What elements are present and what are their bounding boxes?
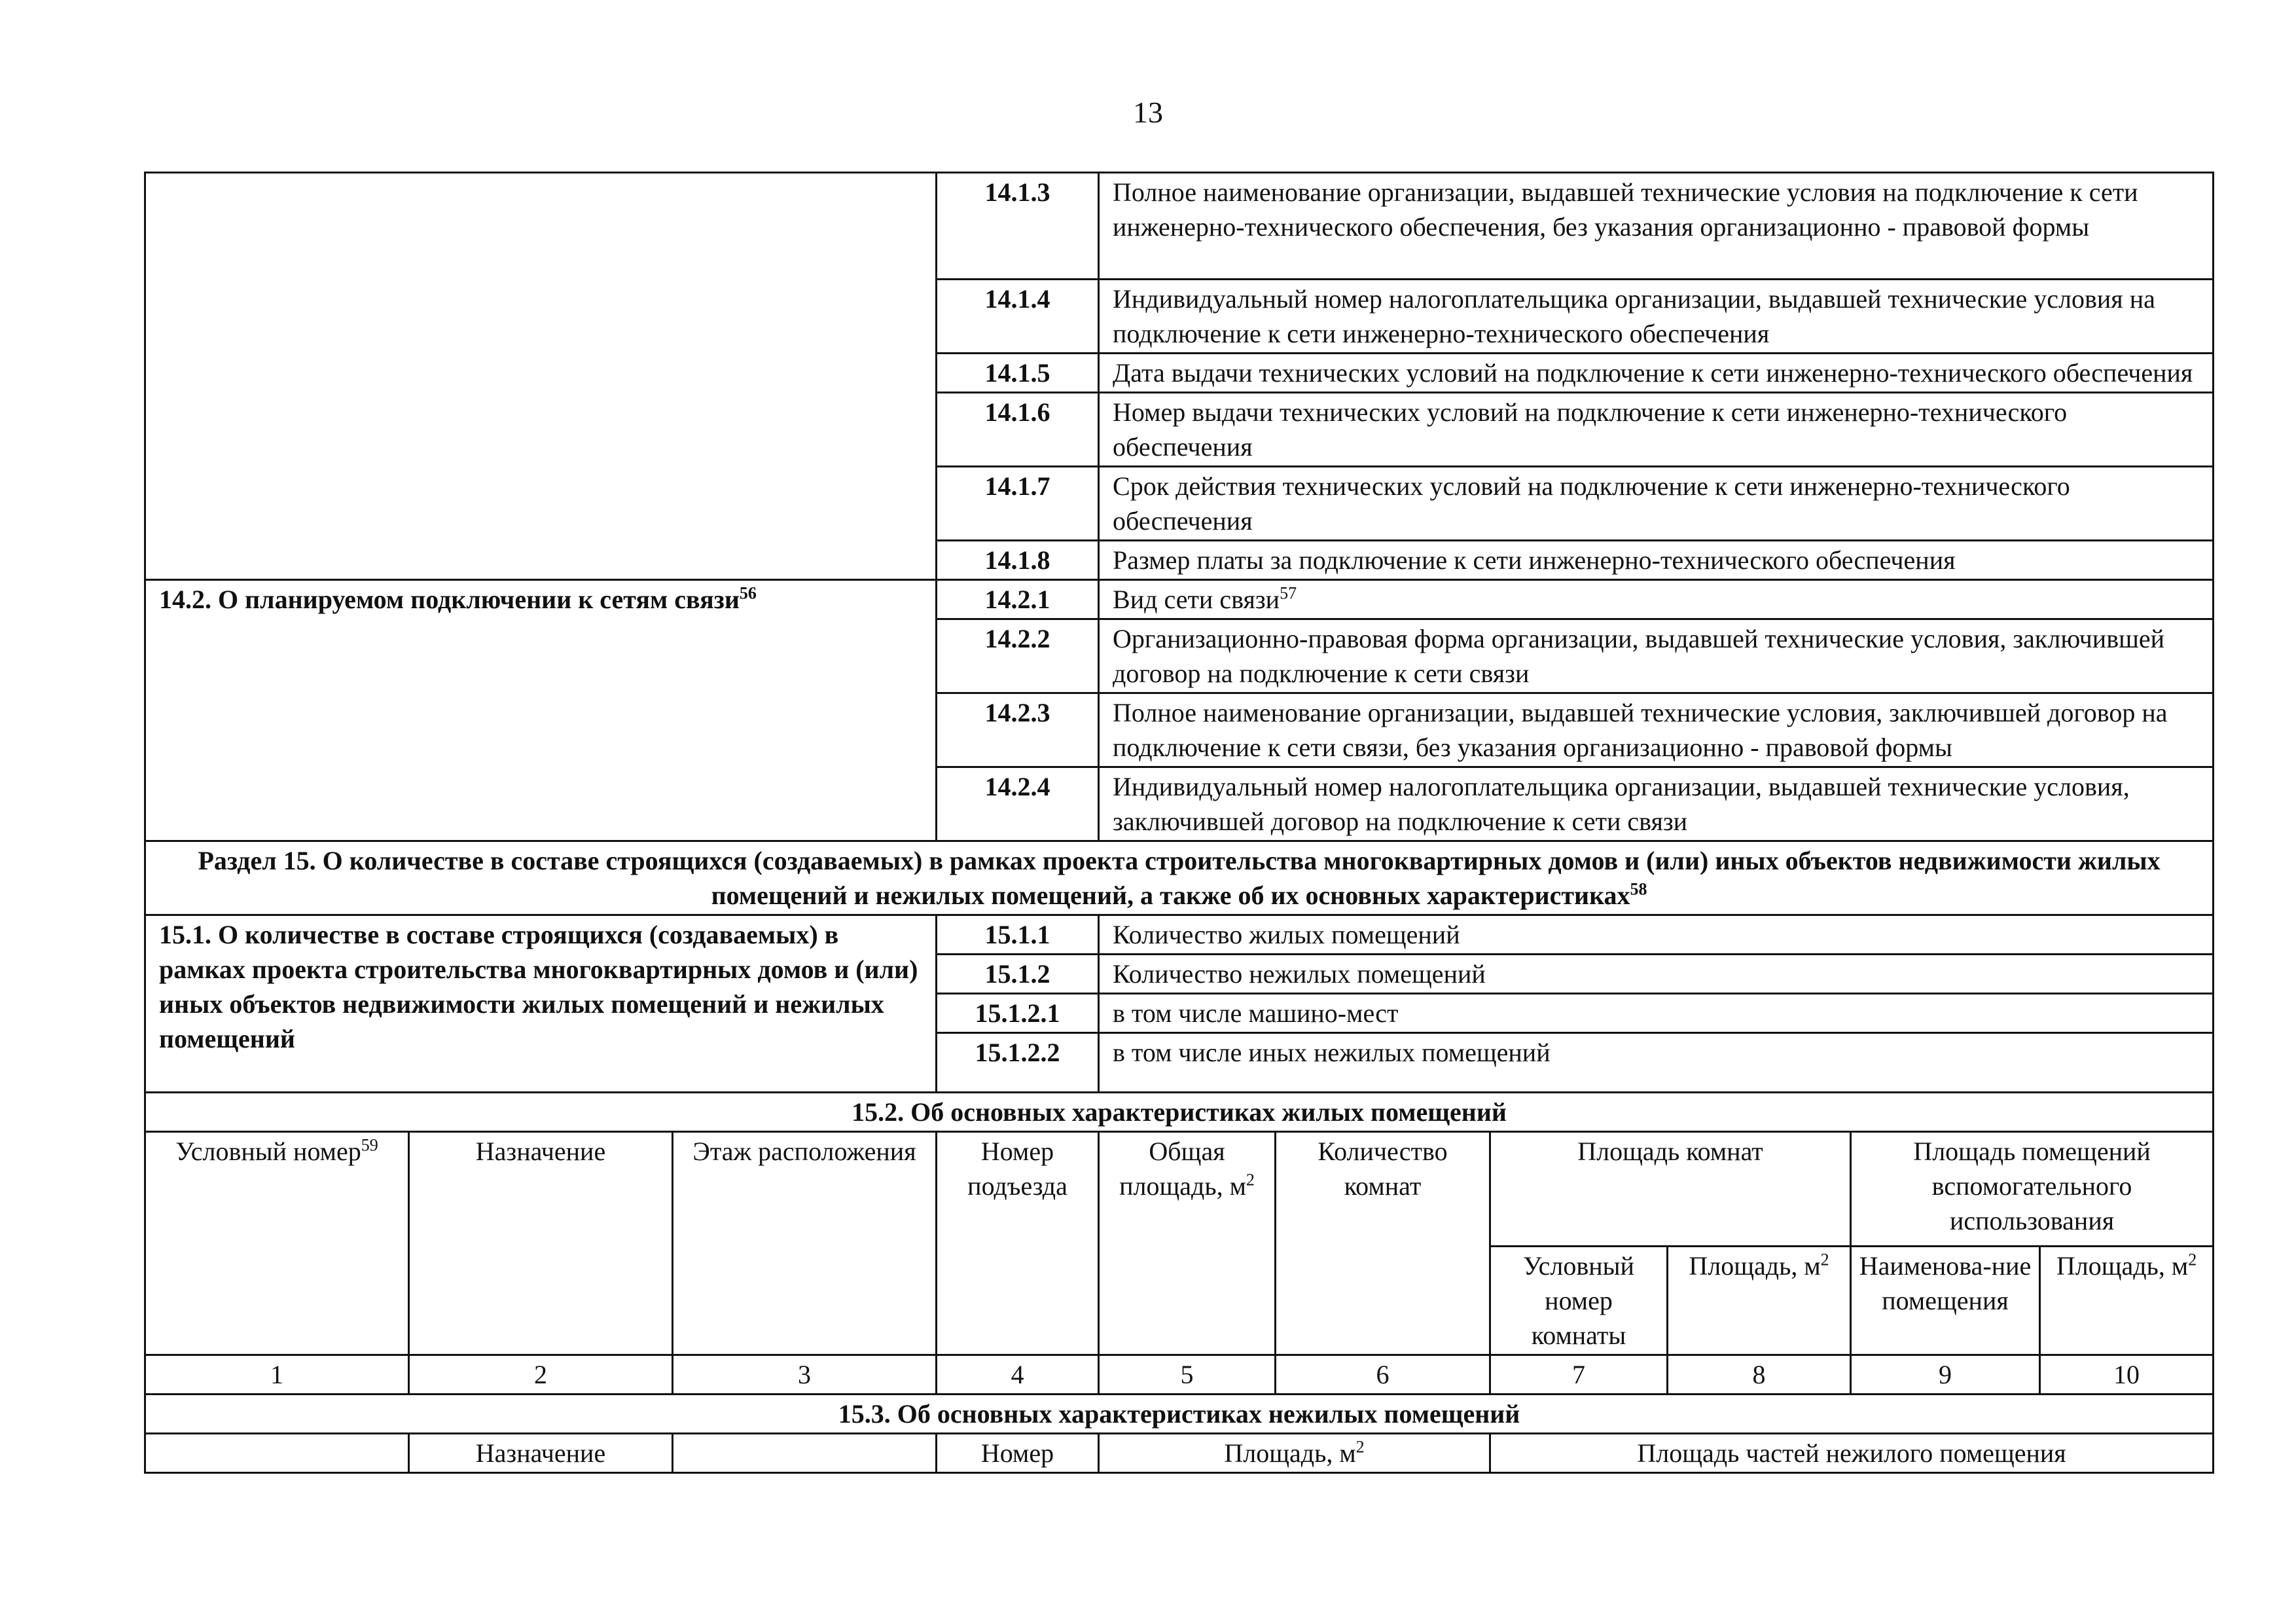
section-title: [145, 841, 2214, 915]
column-header: Номер подъезда: [937, 1132, 1099, 1355]
item-code: 14.2.4: [937, 767, 1099, 841]
item-code: 14.2.1: [937, 580, 1099, 619]
column-header: Номер: [937, 1434, 1099, 1473]
subsection-title: 15.2. Об основных характеристиках жилых помещений: [145, 1093, 2214, 1132]
item-text: Количество нежилых помещений: [1099, 955, 2214, 994]
footnote-ref: 58: [1630, 879, 1647, 899]
column-header-text: Общая площадь, м: [1119, 1137, 1246, 1201]
form-table: [144, 172, 2214, 1474]
item-code: 15.1.2: [937, 955, 1099, 994]
table-row: [145, 915, 2214, 955]
item-code: 14.2.2: [937, 619, 1099, 693]
column-header-text: Площадь, м: [1689, 1251, 1821, 1281]
table-row: [145, 580, 2214, 619]
item-code: 15.1.2.2: [937, 1033, 1099, 1093]
column-number: 7: [1490, 1355, 1668, 1395]
superscript: 2: [2188, 1250, 2197, 1269]
item-text: в том числе машино-мест: [1099, 994, 2214, 1033]
column-header-text: Площадь, м: [1224, 1438, 1356, 1468]
group-cell-14-1: [145, 173, 937, 580]
column-header: [1668, 1247, 1851, 1355]
column-header: [2040, 1247, 2214, 1355]
group-cell-14-2: [145, 580, 937, 841]
item-text: Количество жилых помещений: [1099, 915, 2214, 955]
footnote-ref: 56: [739, 583, 757, 603]
column-number: 1: [145, 1355, 409, 1395]
column-numbers-row: [145, 1355, 2214, 1395]
column-header: [673, 1434, 937, 1473]
section-title-text: Раздел 15. О количестве в составе строящихся (создаваемых) в рамках проекта строительства многоквартирных домов и (или) иных объектов недвижимости жилых помещений и нежилых помещений, а также об их основных характеристиках: [198, 846, 2161, 910]
item-text: в том числе иных нежилых помещений: [1099, 1033, 2214, 1093]
superscript: 2: [1355, 1437, 1365, 1457]
column-number: 5: [1099, 1355, 1276, 1395]
column-header: Площадь комнат: [1490, 1132, 1851, 1247]
footnote-ref: 59: [361, 1135, 378, 1155]
column-header: Назначение: [409, 1434, 673, 1473]
column-header: Количество комнат: [1276, 1132, 1490, 1355]
item-text: Индивидуальный номер налогоплательщика организации, выдавшей технические условия на подключение к сети инженерно-технического обеспечения: [1099, 280, 2214, 354]
column-header: Назначение: [409, 1132, 673, 1355]
item-text: Организационно-правовая форма организации, выдавшей технические условия, заключившей договор на подключение к сети связи: [1099, 619, 2214, 693]
item-code: 15.1.2.1: [937, 994, 1099, 1033]
table-header-row: [145, 1132, 2214, 1247]
column-header: Условный номер комнаты: [1490, 1247, 1668, 1355]
item-code: 14.1.3: [937, 173, 1099, 280]
column-number: 10: [2040, 1355, 2214, 1395]
table-row: [145, 173, 2214, 280]
table-header-row: [145, 1434, 2214, 1473]
item-text: [1099, 580, 2214, 619]
item-text-label: Вид сети связи: [1113, 585, 1280, 614]
item-code: 14.1.8: [937, 541, 1099, 580]
column-header: Наименова-ние помещения: [1851, 1247, 2040, 1355]
column-header-text: Условный номер: [175, 1137, 361, 1166]
group-cell-15-1: [145, 915, 937, 1093]
footnote-ref: 57: [1280, 583, 1297, 603]
item-text: Полное наименование организации, выдавшей технические условия, заключившей договор на подключение к сети связи, без указания организационно - правовой формы: [1099, 693, 2214, 767]
column-header: [1099, 1132, 1276, 1355]
item-text: Срок действия технических условий на подключение к сети инженерно-технического обеспечения: [1099, 467, 2214, 541]
column-number: 6: [1276, 1355, 1490, 1395]
page-number: 13: [1133, 96, 1163, 129]
item-code: 14.1.6: [937, 393, 1099, 467]
column-header: Площадь частей нежилого помещения: [1490, 1434, 2214, 1473]
column-header: [1099, 1434, 1490, 1473]
group-label: 14.2. О планируемом подключении к сетям связи: [159, 585, 740, 614]
item-code: 14.1.7: [937, 467, 1099, 541]
item-code: 14.2.3: [937, 693, 1099, 767]
column-number: 9: [1851, 1355, 2040, 1395]
column-header-text: Площадь, м: [2056, 1251, 2189, 1281]
column-number: 4: [937, 1355, 1099, 1395]
superscript: 2: [1820, 1250, 1829, 1269]
item-text: Размер платы за подключение к сети инженерно-технического обеспечения: [1099, 541, 2214, 580]
superscript: 2: [1246, 1170, 1255, 1190]
group-label: 15.1. О количестве в составе строящихся (создаваемых) в рамках проекта строительства многоквартирных домов и (или) иных объектов недвижимости жилых помещений и нежилых помещений: [159, 920, 918, 1053]
column-header: Этаж расположения: [673, 1132, 937, 1355]
column-number: 2: [409, 1355, 673, 1395]
item-code: 14.1.5: [937, 354, 1099, 393]
column-header: Площадь помещений вспомогательного использования: [1851, 1132, 2214, 1247]
table-row: [145, 841, 2214, 915]
column-header: [145, 1132, 409, 1355]
column-number: 3: [673, 1355, 937, 1395]
item-code: 15.1.1: [937, 915, 1099, 955]
item-code: 14.1.4: [937, 280, 1099, 354]
item-text: Номер выдачи технических условий на подключение к сети инженерно-технического обеспечения: [1099, 393, 2214, 467]
item-text: Полное наименование организации, выдавшей технические условия на подключение к сети инженерно-технического обеспечения, без указания организационно - правовой формы: [1099, 173, 2214, 280]
item-text: Индивидуальный номер налогоплательщика организации, выдавшей технические условия, заключившей договор на подключение к сети связи: [1099, 767, 2214, 841]
item-text: Дата выдачи технических условий на подключение к сети инженерно-технического обеспечения: [1099, 354, 2214, 393]
table-row: [145, 1395, 2214, 1434]
column-number: 8: [1668, 1355, 1851, 1395]
subsection-title: 15.3. Об основных характеристиках нежилых помещений: [145, 1395, 2214, 1434]
column-header: [145, 1434, 409, 1473]
table-row: [145, 1093, 2214, 1132]
